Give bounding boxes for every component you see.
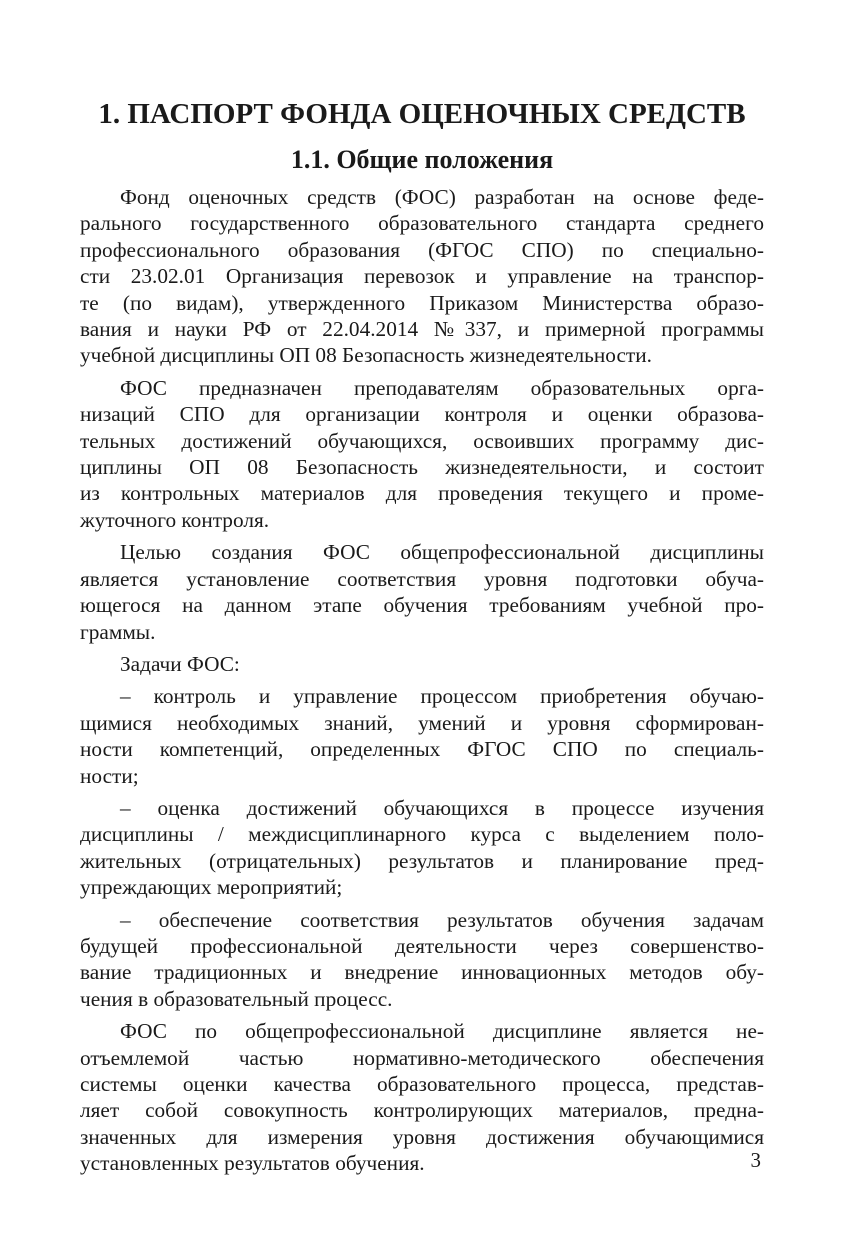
text-line: Задачи ФОС: — [120, 651, 240, 676]
text-line: граммы. — [80, 619, 156, 644]
paragraph — [80, 184, 764, 369]
paragraph — [80, 907, 764, 1013]
paragraph — [80, 1018, 764, 1176]
text-line: Фонд оценочных средств (ФОС) разработан на основе феде- — [120, 185, 764, 209]
section-heading: 1. ПАСПОРТ ФОНДА ОЦЕНОЧНЫХ СРЕДСТВ — [98, 98, 746, 130]
text-line: – контроль и управление процессом приобретения обучаю- — [120, 684, 764, 709]
text-line: тельных достижений обучающихся, освоивших программу дис- — [80, 428, 764, 453]
text-line: значенных для измерения уровня достижения обучающимися — [80, 1124, 764, 1149]
text-line: из контрольных материалов для проведения текущего и проме- — [80, 481, 764, 506]
text-line: жительных (отрицательных) результатов и планирование пред- — [80, 848, 764, 873]
paragraph — [80, 651, 764, 677]
page-body — [80, 88, 764, 1183]
text-line: чения в образовательный процесс. — [80, 986, 393, 1011]
paragraph — [80, 539, 764, 645]
text-line: отъемлемой частью нормативно-методического обеспечения — [80, 1045, 764, 1070]
text-line: Целью создания ФОС общепрофессиональной дисциплины — [120, 540, 764, 565]
subsection-heading: 1.1. Общие положения — [290, 145, 554, 174]
text-line: те (по видам), утвержденного Приказом Министерства образо- — [80, 290, 764, 315]
text-line: упреждающих мероприятий; — [80, 875, 343, 900]
text-line: рального государственного образовательного стандарта среднего — [80, 211, 764, 236]
text-line: профессионального образования (ФГОС СПО) по специально- — [80, 237, 764, 262]
text-line: вания и науки РФ от 22.04.2014 №337, и примерной программы — [80, 317, 764, 342]
text-line: установленных результатов обучения. — [80, 1151, 425, 1176]
paragraphs-container — [80, 184, 764, 1177]
text-line: является установление соответствия уровня подготовки обуча- — [80, 566, 764, 591]
text-line: жуточного контроля. — [80, 507, 270, 532]
paragraph — [80, 795, 764, 901]
text-line: ФОС по общепрофессиональной дисциплине является не- — [120, 1019, 764, 1044]
text-line: системы оценки качества образовательного процесса, представ- — [80, 1072, 764, 1096]
text-line: вание традиционных и внедрение инновационных методов обу- — [80, 960, 764, 985]
page-number: 3 — [750, 1148, 761, 1172]
text-line: учебной дисциплины ОП 08 Безопасность жизнедеятельности. — [80, 343, 652, 368]
text-line: сти 23.02.01 Организация перевозок и управление на транспор- — [80, 264, 764, 289]
text-line: будущей профессиональной деятельности через совершенство- — [80, 933, 764, 958]
text-line: щимися необходимых знаний, умений и уровня сформирован- — [80, 710, 764, 735]
text-line: ляет собой совокупность контролирующих материалов, предна- — [80, 1098, 764, 1123]
text-line: циплины ОП 08 Безопасность жизнедеятельности, и состоит — [80, 455, 764, 480]
text-line: ности компетенций, определенных ФГОС СПО по специаль- — [80, 737, 764, 762]
text-line: дисциплины / междисциплинарного курса с выделением поло- — [80, 822, 764, 847]
paragraph — [80, 683, 764, 789]
text-line: низаций СПО для организации контроля и оценки образова- — [80, 402, 764, 427]
text-line: – обеспечение соответствия результатов обучения задачам — [120, 907, 764, 932]
text-line: – оценка достижений обучающихся в процессе изучения — [120, 795, 764, 820]
text-line: ющегося на данном этапе обучения требованиям учебной про- — [80, 593, 764, 618]
text-line: ности; — [80, 763, 139, 788]
text-line: ФОС предназначен преподавателям образовательных орга- — [120, 375, 764, 400]
paragraph — [80, 375, 764, 533]
